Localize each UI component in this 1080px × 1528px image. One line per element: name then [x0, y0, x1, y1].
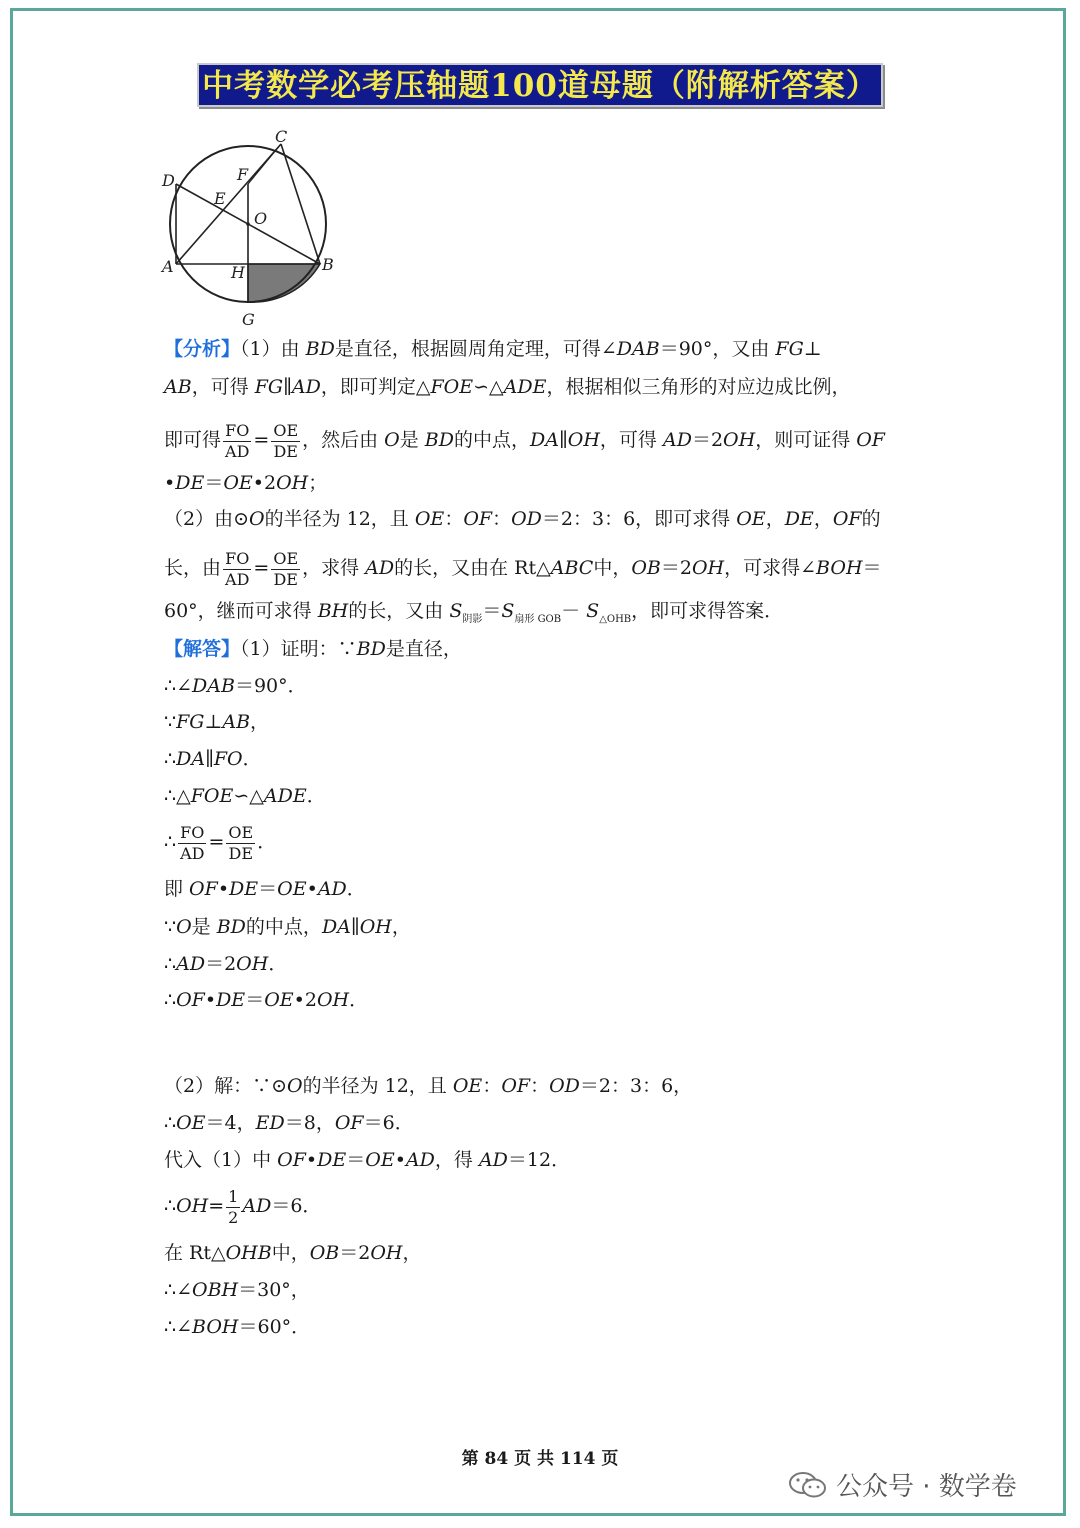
text-span: OE [228, 822, 254, 842]
segment-ac [176, 144, 281, 264]
text-span: ∵ [164, 711, 177, 733]
math-symbol: OD [549, 1075, 580, 1097]
math-symbol: OH [236, 953, 269, 975]
text-span: ，可求得∠ [724, 557, 817, 579]
text-span: FO [178, 823, 206, 844]
text-span: （1）由 [240, 338, 306, 360]
math-symbol: OF [334, 1112, 364, 1134]
math-symbol: AD [478, 1149, 508, 1171]
math-symbol: OE [223, 472, 253, 494]
fraction [226, 1187, 240, 1228]
math-symbol: ADE [503, 376, 547, 398]
text-span: AD [225, 569, 250, 589]
math-symbol: AB [164, 376, 192, 398]
math-symbol: FOE [430, 376, 474, 398]
analysis-line-4 [164, 468, 327, 498]
fraction [226, 823, 255, 864]
math-symbol: DE [216, 989, 246, 1011]
text-span: ，然后由 [302, 429, 385, 451]
text-span: ， [402, 1242, 422, 1264]
math-symbol: BD [424, 429, 454, 451]
math-symbol: OB [309, 1242, 340, 1264]
text-span: ． [257, 831, 277, 853]
label-a: A [162, 257, 174, 276]
math-symbol: OF [463, 508, 493, 530]
text-span: = [208, 1195, 225, 1217]
math-symbol: OE [736, 508, 766, 530]
math-symbol: BD [216, 916, 246, 938]
math-symbol: OHB [225, 1242, 272, 1264]
text-span: 的长，又由 [348, 600, 450, 622]
fraction [271, 421, 300, 462]
math-symbol: AB [222, 711, 251, 733]
fraction [178, 823, 206, 864]
text-span: ＝2 [660, 557, 692, 579]
math-symbol: O [176, 916, 192, 938]
math-symbol: BH [317, 600, 349, 622]
math-symbol: O [384, 429, 400, 451]
label-e: E [214, 189, 226, 208]
text-span: ． [268, 953, 288, 975]
fraction [271, 549, 300, 590]
analysis-line-1 [164, 334, 822, 364]
text-span: ∴∠ [164, 675, 193, 697]
math-symbol: ED [255, 1112, 285, 1134]
text-span: 的 [861, 508, 881, 530]
analysis-line-3 [164, 418, 885, 462]
text-span: ： [482, 1075, 502, 1097]
text-span: ＝12． [507, 1149, 571, 1171]
text-span: ＝2：3：6， [579, 1075, 693, 1097]
math-symbol: OF [277, 1149, 306, 1171]
analysis-line-2 [164, 372, 851, 402]
text-span: 代入（1）中 [164, 1149, 278, 1171]
text-span: － [561, 600, 587, 622]
text-span: 即可得 [164, 429, 222, 451]
text-span: （1）证明：∵ [240, 638, 357, 660]
math-symbol: OB [631, 557, 661, 579]
text-span: ＝90°，又由 [659, 338, 776, 360]
text-span: ＝ [204, 472, 224, 494]
text-span: ＝ [862, 557, 882, 579]
math-symbol: DE [229, 878, 259, 900]
text-span: 1 [228, 1186, 239, 1206]
text-span: • [394, 1149, 406, 1171]
math-symbol: BOH [816, 557, 863, 579]
math-symbol: OH [276, 472, 309, 494]
watermark [788, 1466, 1017, 1503]
text-span: ＝90°． [234, 675, 307, 697]
text-span: ∴ [164, 1195, 177, 1217]
text-span: ，根据相似三角形的对应边成比例， [546, 376, 851, 398]
text-span: ，即可判定△ [320, 376, 431, 398]
text-span: ： [492, 508, 512, 530]
text-span: • [305, 1149, 318, 1171]
text-span: 中， [593, 557, 632, 579]
text-span: 的中点， [454, 429, 531, 451]
math-symbol: DAB [616, 338, 660, 360]
text-span: ＝ [482, 600, 502, 622]
text-span: 中， [271, 1242, 310, 1264]
text-span: DE [273, 569, 298, 589]
math-symbol: OE [452, 1075, 483, 1097]
math-symbol: OH [316, 989, 350, 1011]
text-span: ＝2：3：6，即可求得 [541, 508, 737, 530]
text-span: ． [346, 878, 366, 900]
math-symbol: AD [662, 429, 692, 451]
text-span: ： [530, 1075, 550, 1097]
geometry-figure [158, 126, 348, 330]
analysis-line-5 [164, 504, 881, 534]
text-span: △OHB [599, 613, 632, 625]
math-symbol: BD [356, 638, 386, 660]
text-span: ，可得 [191, 376, 255, 398]
analysis-tag: 【分析】 [164, 338, 241, 360]
text-span: ∴ [164, 989, 177, 1011]
math-symbol: OE [365, 1149, 395, 1171]
text-span: ＝2 [205, 953, 237, 975]
answer-line-5 [164, 781, 326, 811]
text-span: = [208, 831, 225, 853]
answer-line-2 [164, 671, 307, 701]
math-symbol: AD [365, 557, 395, 579]
watermark-text: 公众号 · 数学卷 [836, 1472, 1017, 1502]
math-symbol: S [501, 600, 515, 622]
answer-line-15 [164, 1238, 422, 1268]
math-symbol: S [449, 600, 463, 622]
math-symbol: DE [317, 1149, 347, 1171]
text-span: DE [273, 441, 298, 461]
math-symbol: ABC [550, 557, 594, 579]
text-span: ，得 [434, 1149, 479, 1171]
label-h: H [231, 263, 245, 282]
text-span: ， [250, 711, 270, 733]
math-symbol: AD [176, 953, 206, 975]
answer-line-1 [164, 634, 462, 664]
math-symbol: OF [176, 989, 205, 1011]
text-span: ＝6． [363, 1112, 414, 1134]
text-span: •2 [252, 472, 277, 494]
math-symbol: DE [175, 472, 205, 494]
text-span: ∴∠ [164, 1316, 193, 1338]
text-span: ＝60°． [238, 1316, 311, 1338]
math-symbol: DA [530, 429, 559, 451]
text-span: ＝8， [284, 1112, 335, 1134]
text-span: = [253, 429, 270, 451]
text-span: ， [765, 508, 785, 530]
text-span: AD [180, 843, 205, 863]
text-span: 的半径为 12，且 [264, 508, 415, 530]
answer-line-10 [164, 985, 368, 1015]
wechat-icon [788, 1471, 828, 1499]
answer-line-14 [164, 1184, 321, 1228]
math-symbol: OH [370, 1242, 403, 1264]
math-symbol: FG [775, 338, 804, 360]
text-span: ＝2 [691, 429, 724, 451]
text-span: 即 [164, 878, 190, 900]
text-span: 2 [228, 1207, 239, 1227]
text-span: ∴ [164, 953, 177, 975]
text-span: ，则可证得 [755, 429, 857, 451]
text-span: ＝ [245, 989, 265, 1011]
math-symbol: AD [405, 1149, 435, 1171]
answer-line-11 [164, 1071, 692, 1101]
math-symbol: DE [784, 508, 814, 530]
math-symbol: OE [277, 878, 307, 900]
math-symbol: AD [291, 376, 321, 398]
math-symbol: OE [176, 1112, 206, 1134]
label-b: B [322, 255, 334, 274]
text-span: 是直径， [385, 638, 462, 660]
fraction [223, 421, 251, 462]
text-span: DE [228, 843, 254, 863]
text-span: ； [308, 472, 328, 494]
text-span: OE [273, 420, 299, 440]
text-span: ∥ [283, 376, 292, 398]
fraction [223, 549, 251, 590]
text-span: = [253, 557, 270, 579]
math-symbol: O [249, 508, 265, 530]
text-span: ∥ [205, 748, 214, 770]
math-symbol: FG [254, 376, 284, 398]
math-symbol: O [287, 1075, 303, 1097]
math-symbol: DAB [192, 675, 235, 697]
point-o [246, 222, 250, 226]
math-symbol: FOE [190, 785, 234, 807]
label-g: G [242, 310, 255, 329]
text-span: ∴∠ [164, 1279, 193, 1301]
math-symbol: OF [501, 1075, 531, 1097]
math-symbol: BOH [192, 1316, 239, 1338]
text-span: ， [391, 916, 411, 938]
text-span: 阴影 [462, 613, 483, 625]
math-symbol: OE [414, 508, 445, 530]
math-symbol: OH [176, 1195, 209, 1217]
text-span: ∥ [350, 916, 360, 938]
text-span: ∽△ [233, 785, 264, 807]
math-symbol: OF [189, 878, 218, 900]
label-f: F [237, 165, 249, 184]
text-span: ∵ [164, 916, 177, 938]
text-span: 是 [191, 916, 217, 938]
text-span: （2）由⊙ [164, 508, 250, 530]
text-span: ∥ [558, 429, 568, 451]
text-span: ∴△ [164, 785, 191, 807]
text-span: 长，由 [164, 557, 222, 579]
math-symbol: OF [856, 429, 885, 451]
math-symbol: FO [213, 748, 243, 770]
answer-line-17 [164, 1312, 310, 1342]
answer-line-9 [164, 949, 287, 979]
text-span: ，即可求得答案． [631, 600, 784, 622]
analysis-line-7 [164, 596, 783, 626]
page-title: 中考数学必考压轴题100道母题（附解析答案） [197, 63, 883, 107]
answer-line-13 [164, 1145, 570, 1175]
answer-tag: 【解答】 [164, 638, 241, 660]
label-d: D [162, 171, 175, 190]
text-span: （2）解：∵⊙ [164, 1075, 288, 1097]
text-span: 60°，继而可求得 [164, 600, 318, 622]
answer-line-6 [164, 820, 276, 864]
text-span: 的半径为 12，且 [302, 1075, 453, 1097]
text-span: • [217, 878, 230, 900]
text-span: •2 [293, 989, 317, 1011]
text-span: 的长，又由在 Rt△ [394, 557, 551, 579]
text-span: 是直径，根据圆周角定理，可得∠ [334, 338, 617, 360]
text-span: 在 Rt△ [164, 1242, 226, 1264]
text-span: ． [242, 748, 262, 770]
shaded-sector [248, 264, 320, 302]
text-span: OE [273, 548, 299, 568]
text-span: ＝2 [339, 1242, 371, 1264]
text-span: 的中点， [245, 916, 322, 938]
text-span: • [164, 472, 176, 494]
answer-line-7 [164, 874, 366, 904]
math-symbol: OF [832, 508, 862, 530]
text-span: ，求得 [302, 557, 366, 579]
math-symbol: OH [723, 429, 756, 451]
text-span: ＝4， [205, 1112, 256, 1134]
text-span: • [306, 878, 318, 900]
text-span: ， [813, 508, 833, 530]
answer-line-4 [164, 744, 262, 774]
text-span: ＝ [258, 878, 278, 900]
text-span: FO [223, 421, 251, 442]
text-span: ． [349, 989, 369, 1011]
math-symbol: OH [359, 916, 392, 938]
page-number: 第 84 页 共 114 页 [461, 1449, 619, 1469]
text-span: 是 [399, 429, 425, 451]
text-span: ∴ [164, 748, 177, 770]
text-span: ∴ [164, 1112, 177, 1134]
answer-line-3 [164, 707, 269, 737]
math-symbol: OBH [192, 1279, 239, 1301]
math-symbol: OE [264, 989, 294, 1011]
math-symbol: BD [305, 338, 335, 360]
label-o: O [254, 209, 268, 228]
label-c: C [275, 127, 288, 146]
text-span: ． [306, 785, 326, 807]
analysis-line-6 [164, 546, 882, 590]
math-symbol: OD [511, 508, 542, 530]
answer-line-16 [164, 1275, 310, 1305]
math-symbol: FG [176, 711, 205, 733]
text-span: AD [225, 441, 250, 461]
text-span: 扇形 GOB [514, 613, 562, 625]
math-symbol: ADE [263, 785, 307, 807]
text-span: ，可得 [599, 429, 663, 451]
text-span: • [204, 989, 217, 1011]
text-span: FO [223, 549, 251, 570]
segment-fc [248, 144, 281, 184]
text-span: ∽△ [473, 376, 504, 398]
math-symbol: OH [691, 557, 725, 579]
text-span: ： [444, 508, 464, 530]
text-span: ⊥ [803, 338, 822, 360]
text-span: ∴ [164, 831, 177, 853]
text-span: ＝6． [271, 1195, 322, 1217]
text-span: ＝ [346, 1149, 366, 1171]
math-symbol: AD [317, 878, 347, 900]
text-span: ⊥ [204, 711, 223, 733]
math-symbol: S [586, 600, 600, 622]
math-symbol: DA [321, 916, 351, 938]
answer-line-8 [164, 912, 411, 942]
math-symbol: OH [567, 429, 600, 451]
math-symbol: DA [176, 748, 206, 770]
math-symbol: AD [242, 1195, 272, 1217]
answer-line-12 [164, 1108, 414, 1138]
text-span: ＝30°， [238, 1279, 310, 1301]
